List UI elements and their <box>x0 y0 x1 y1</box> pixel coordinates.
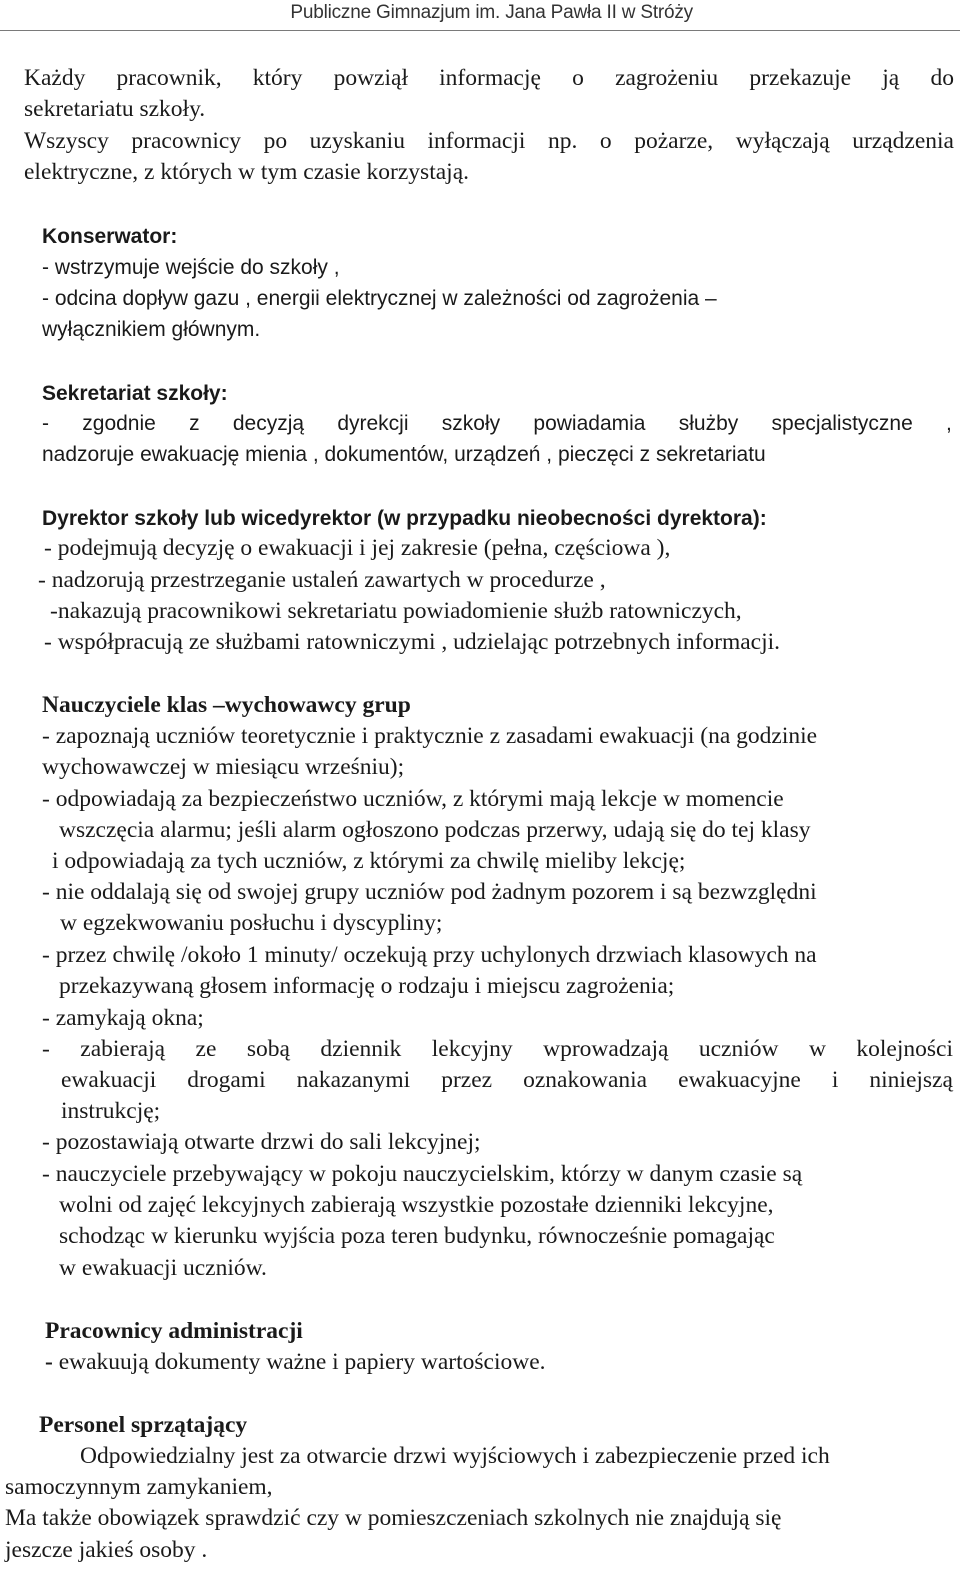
sekretariat-heading: Sekretariat szkoły: <box>42 382 228 405</box>
nauczyciele-line-1: - zapoznają uczniów teoretycznie i praktycznie z zasadami ewakuacji (na godzinie <box>42 723 818 749</box>
intro-line-2: sekretariatu szkoły. <box>24 96 206 122</box>
nauczyciele-line-10: - zamykają okna; <box>42 1005 204 1031</box>
word: informację <box>439 65 541 91</box>
word: dziennik <box>320 1036 402 1062</box>
sekretariat-line-2: nadzoruje ewakuację mienia , dokumentów, urządzeń , pieczęci z sekretariatu <box>42 443 766 466</box>
pracownicy-dash: - <box>45 1349 53 1375</box>
nauczyciele-line-13: instrukcję; <box>61 1098 161 1124</box>
nauczyciele-line-14: - pozostawiają otwarte drzwi do sali lekcyjnej; <box>42 1129 481 1155</box>
personel-line-3: Ma także obowiązek sprawdzić czy w pomieszczeniach szkolnych nie znajdują się <box>5 1505 782 1531</box>
word: kolejności <box>856 1036 953 1062</box>
sekretariat-line-1 <box>42 408 952 439</box>
word: pracownik, <box>116 65 222 91</box>
dyrektor-line-1: - podejmują decyzję o ewakuacji i jej zakresie (pełna, częściowa ), <box>44 535 671 561</box>
nauczyciele-line-18: w ewakuacji uczniów. <box>59 1255 267 1281</box>
word: sobą <box>246 1036 290 1062</box>
nauczyciele-line-8: - przez chwilę /około 1 minuty/ oczekują przy uchylonych drzwiach klasowych na <box>42 942 817 968</box>
word: zagrożeniu <box>615 65 719 91</box>
word: , <box>946 412 952 435</box>
konserwator-line-1: - wstrzymuje wejście do szkoły , <box>42 256 340 279</box>
word: zabierają <box>80 1036 166 1062</box>
konserwator-line-3: wyłącznikiem głównym. <box>42 318 261 341</box>
word: wprowadzają <box>543 1036 669 1062</box>
nauczyciele-line-15: - nauczyciele przebywający w pokoju nauczycielskim, którzy w danym czasie są <box>42 1161 803 1187</box>
nauczyciele-line-7: w egzekwowaniu posłuchu i dyscypliny; <box>60 910 443 936</box>
word: - <box>42 412 49 435</box>
nauczyciele-line-12 <box>61 1065 953 1096</box>
word: ze <box>195 1036 217 1062</box>
dyrektor-heading: Dyrektor szkoły lub wicedyrektor (w przypadku nieobecności dyrektora): <box>42 507 767 530</box>
word: i <box>831 1067 839 1093</box>
word: lekcyjny <box>431 1036 513 1062</box>
word: z <box>189 412 200 435</box>
personel-line-4: jeszcze jakieś osoby . <box>5 1537 208 1563</box>
intro-line-4: elektryczne, z których w tym czasie korzystają. <box>24 159 469 185</box>
pracownicy-heading: Pracownicy administracji <box>45 1318 303 1344</box>
nauczyciele-line-2: wychowawczej w miesiącu wrześniu); <box>42 754 405 780</box>
nauczyciele-line-4: wszczęcia alarmu; jeśli alarm ogłoszono podczas przerwy, udają się do tej klasy <box>59 817 811 843</box>
personel-line-1: Odpowiedzialny jest za otwarcie drzwi wyjściowych i zabezpieczenie przed ich <box>80 1443 830 1469</box>
dyrektor-line-3: -nakazują pracownikowi sekretariatu powiadomienie służb ratowniczych, <box>50 598 742 624</box>
word: niniejszą <box>869 1067 953 1093</box>
nauczyciele-line-11 <box>42 1034 953 1065</box>
word: powiadamia <box>533 412 646 435</box>
word: uzyskaniu <box>309 128 405 154</box>
header-title: Publiczne Gimnazjum im. Jana Pawła II w Stróży <box>290 2 693 23</box>
word: urządzenia <box>852 128 954 154</box>
word: przez <box>441 1067 493 1093</box>
word: wyłączają <box>735 128 830 154</box>
word: pracownicy <box>131 128 242 154</box>
nauczyciele-line-6: - nie oddalają się od swojej grupy uczniów pod żadnym pozorem i są bezwzględni <box>42 879 817 905</box>
intro-line-3 <box>24 126 954 157</box>
personel-heading: Personel sprzątający <box>39 1412 248 1438</box>
nauczyciele-line-9: przekazywaną głosem informację o rodzaju i miejscu zagrożenia; <box>59 973 675 999</box>
word: służby <box>678 412 739 435</box>
word: oznakowania <box>523 1067 648 1093</box>
word: szkoły <box>441 412 501 435</box>
konserwator-heading: Konserwator: <box>42 225 178 248</box>
nauczyciele-line-17: schodząc w kierunku wyjścia poza teren budynku, równocześnie pomagając <box>59 1223 775 1249</box>
word: przekazuje <box>749 65 852 91</box>
word: który <box>252 65 303 91</box>
nauczyciele-line-3: - odpowiadają za bezpieczeństwo uczniów, z którymi mają lekcje w momencie <box>42 786 784 812</box>
word: decyzją <box>232 412 305 435</box>
word: drogami <box>187 1067 266 1093</box>
word: uczniów <box>698 1036 779 1062</box>
word: o <box>572 65 584 91</box>
word: o <box>599 128 612 154</box>
pracownicy-line-1 <box>45 1347 546 1378</box>
personel-line-2: samoczynnym zamykaniem, <box>5 1474 273 1500</box>
word: ewakuacji <box>61 1067 157 1093</box>
word: informacji <box>427 128 526 154</box>
word: po <box>263 128 288 154</box>
word: ewakuacyjne <box>678 1067 801 1093</box>
word: Wszyscy <box>24 128 109 154</box>
intro-line-1 <box>24 63 954 94</box>
word: - <box>42 1036 50 1062</box>
nauczyciele-heading: Nauczyciele klas –wychowawcy grup <box>42 692 411 718</box>
dyrektor-line-2: - nadzorują przestrzeganie ustaleń zawartych w procedurze , <box>38 567 606 593</box>
word: pożarze, <box>634 128 714 154</box>
word: zgodnie <box>82 412 156 435</box>
word: nakazanymi <box>296 1067 411 1093</box>
pracownicy-text: ewakuują dokumenty ważne i papiery wartościowe. <box>52 1349 546 1375</box>
word: specjalistyczne <box>771 412 913 435</box>
nauczyciele-line-16: wolni od zajęć lekcyjnych zabierają wszystkie pozostałe dzienniki lekcyjne, <box>59 1192 774 1218</box>
word: ją <box>882 65 900 91</box>
nauczyciele-line-5: i odpowiadają za tych uczniów, z którymi za chwilę mieliby lekcję; <box>52 848 686 874</box>
word: w <box>808 1036 826 1062</box>
word: Każdy <box>24 65 86 91</box>
dyrektor-line-4: - współpracują ze służbami ratowniczymi , udzielając potrzebnych informacji. <box>44 629 781 655</box>
word: np. <box>547 128 578 154</box>
konserwator-line-2: - odcina dopływ gazu , energii elektrycznej w zależności od zagrożenia – <box>42 287 717 310</box>
word: dyrekcji <box>337 412 409 435</box>
word: powziął <box>333 65 408 91</box>
word: do <box>930 65 954 91</box>
page-header <box>0 0 960 31</box>
